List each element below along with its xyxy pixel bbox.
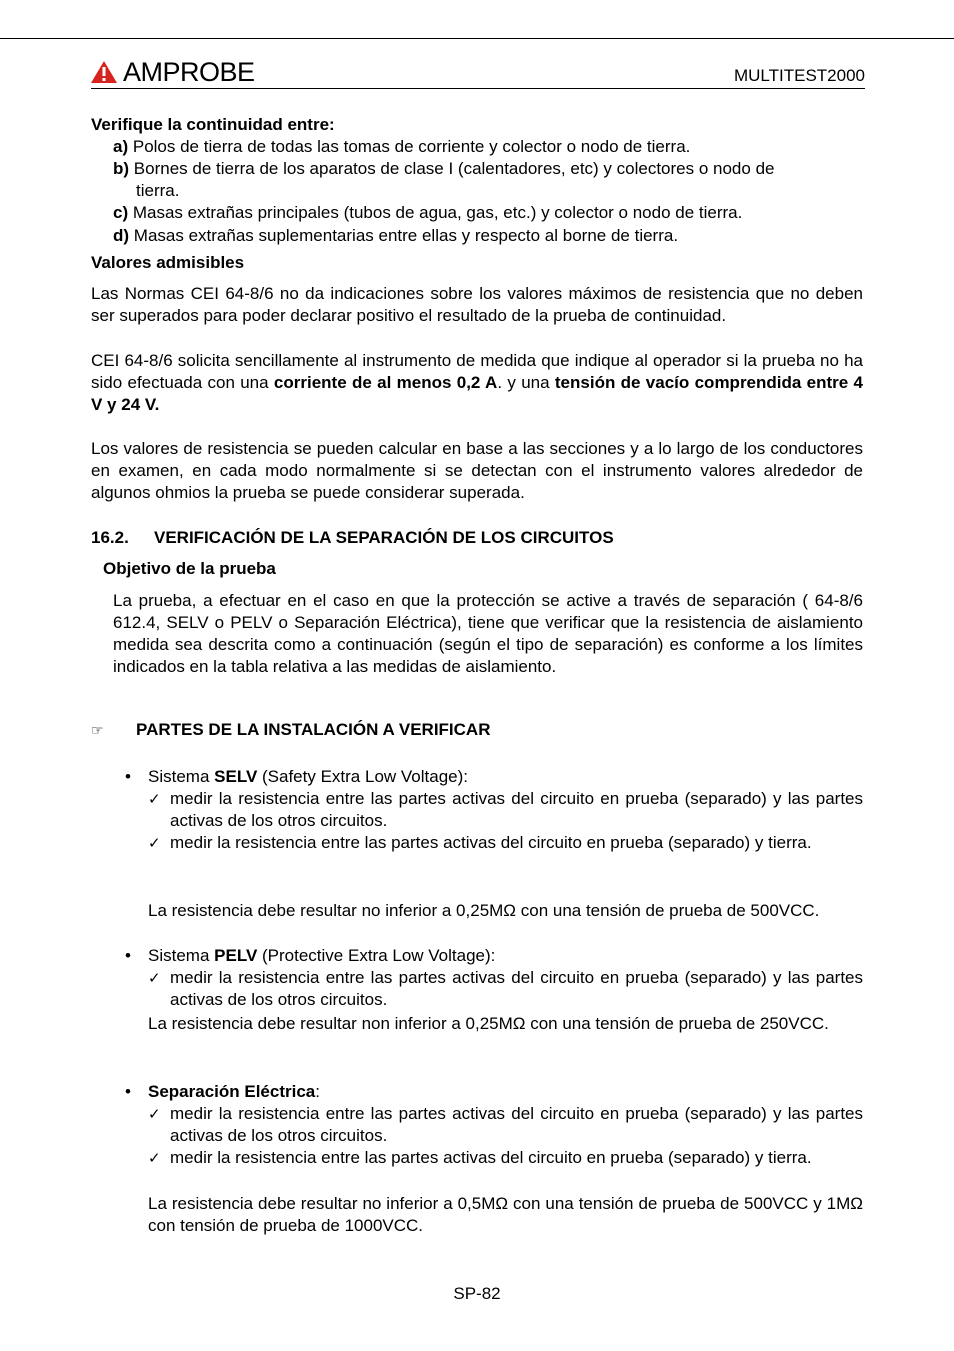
separation-check-1: medir la resistencia entre las partes activas del circuito en prueba (separado) y las partes activas de los otros circuitos. xyxy=(170,1104,863,1145)
p2-bold-current: corriente de al menos 0,2 A xyxy=(273,373,498,392)
section-title: VERIFICACIÓN DE LA SEPARACIÓN DE LOS CIRCUITOS xyxy=(154,528,614,547)
p2-bold-voltage: tensión de vacío comprendida entre 4 V y 24 V. xyxy=(91,373,864,414)
system-suffix: : xyxy=(315,1082,320,1101)
system-prefix: Sistema xyxy=(148,767,215,786)
item-letter: a) xyxy=(113,137,129,156)
separation-note: La resistencia debe resultar no inferior a 0,5MΩ con una tensión de prueba de 500VCC y 1MΩ con tensión de prueba de 1000VCC. xyxy=(148,1194,863,1235)
system-prefix: Sistema xyxy=(148,946,215,965)
continuity-heading: Verifique la continuidad entre: xyxy=(91,115,335,134)
check-icon: ✓ xyxy=(148,790,161,808)
model-name: MULTITEST2000 xyxy=(733,66,865,85)
continuity-item-c xyxy=(113,202,742,224)
system-name: Separación Eléctrica xyxy=(148,1082,316,1101)
check-icon: ✓ xyxy=(148,1149,161,1167)
pelv-note: La resistencia debe resultar non inferior a 0,25MΩ con una tensión de prueba de 250VCC. xyxy=(148,1014,829,1033)
separation-check-2: medir la resistencia entre las partes activas del circuito en prueba (separado) y tierra. xyxy=(170,1148,812,1167)
selv-note: La resistencia debe resultar no inferior a 0,25MΩ con una tensión de prueba de 500VCC. xyxy=(148,901,820,920)
objective-paragraph: La prueba, a efectuar en el caso en que la protección se active a través de separación ( 64-8/6 612.4, SELV o PELV o Separación Eléctrica), tiene que verificar que la resistencia de aislamiento medida sea descrita como a continuación (según el tipo de separación) es conforme a los límites indicados en la tabla relativa a las medidas de aislamiento. xyxy=(113,591,863,676)
top-rule xyxy=(0,38,954,39)
selv-check-1: medir la resistencia entre las partes activas del circuito en prueba (separado) y las partes activas de los otros circuitos. xyxy=(170,789,863,830)
bullet-icon: • xyxy=(125,946,131,965)
bullet-icon: • xyxy=(125,1082,131,1101)
logo-text: AMPROBE xyxy=(123,56,255,87)
item-text: Masas extrañas suplementarias entre ellas y respecto al borne de tierra. xyxy=(133,226,679,245)
continuity-item-b-cont: tierra. xyxy=(136,181,180,200)
bullet-icon: • xyxy=(125,767,131,786)
item-text: Masas extrañas principales (tubos de agua, gas, etc.) y colector o nodo de tierra. xyxy=(132,203,743,222)
parts-heading: PARTES DE LA INSTALACIÓN A VERIFICAR xyxy=(136,720,491,739)
pelv-check-1: medir la resistencia entre las partes activas del circuito en prueba (separado) y las partes activas de los otros circuitos. xyxy=(170,968,863,1009)
item-letter: d) xyxy=(113,226,130,245)
admissible-paragraph-3: Los valores de resistencia se pueden calcular en base a las secciones y a lo largo de los conductores en examen, en cada modo normalmente si se detectan con el instrumento valores alrededor de algunos ohmios la prueba se puede considerar superada. xyxy=(91,439,863,502)
system-name: PELV xyxy=(214,946,258,965)
item-letter: c) xyxy=(113,203,129,222)
warning-triangle-icon xyxy=(91,61,117,83)
continuity-item-a xyxy=(113,136,690,158)
header-rule xyxy=(91,88,865,89)
p2-text-joiner: . y una xyxy=(497,373,555,392)
amprobe-logo xyxy=(91,56,255,88)
section-number: 16.2. xyxy=(91,528,129,547)
system-selv-heading xyxy=(148,766,468,788)
admissible-paragraph-1: Las Normas CEI 64-8/6 no da indicaciones sobre los valores máximos de resistencia que no deben ser superados para poder declarar positivo el resultado de la prueba de continuidad. xyxy=(91,284,863,325)
system-name: SELV xyxy=(214,767,258,786)
objective-heading: Objetivo de la prueba xyxy=(103,559,276,578)
check-icon: ✓ xyxy=(148,1105,161,1123)
item-text: Bornes de tierra de los aparatos de clase I (calentadores, etc) y colectores o nodo de xyxy=(133,159,775,178)
admissible-heading: Valores admisibles xyxy=(91,253,245,272)
continuity-item-b xyxy=(113,158,774,180)
system-suffix: (Protective Extra Low Voltage): xyxy=(257,946,496,965)
item-text: Polos de tierra de todas las tomas de corriente y colector o nodo de tierra. xyxy=(132,137,691,156)
continuity-item-d xyxy=(113,225,678,247)
system-suffix: (Safety Extra Low Voltage): xyxy=(257,767,468,786)
selv-check-2: medir la resistencia entre las partes activas del circuito en prueba (separado) y tierra. xyxy=(170,833,812,852)
system-separation-heading xyxy=(148,1081,320,1103)
system-pelv-heading xyxy=(148,945,495,967)
admissible-paragraph-2 xyxy=(91,350,863,416)
pointing-hand-icon: ☞ xyxy=(91,723,104,739)
item-letter: b) xyxy=(113,159,130,178)
check-icon: ✓ xyxy=(148,969,161,987)
page-number: SP-82 xyxy=(453,1284,501,1303)
check-icon: ✓ xyxy=(148,834,161,852)
p2-text: CEI 64-8/6 solicita sencillamente al instrumento de medida que indique al operador si la prueba no ha sido efectuada con una xyxy=(91,351,863,392)
